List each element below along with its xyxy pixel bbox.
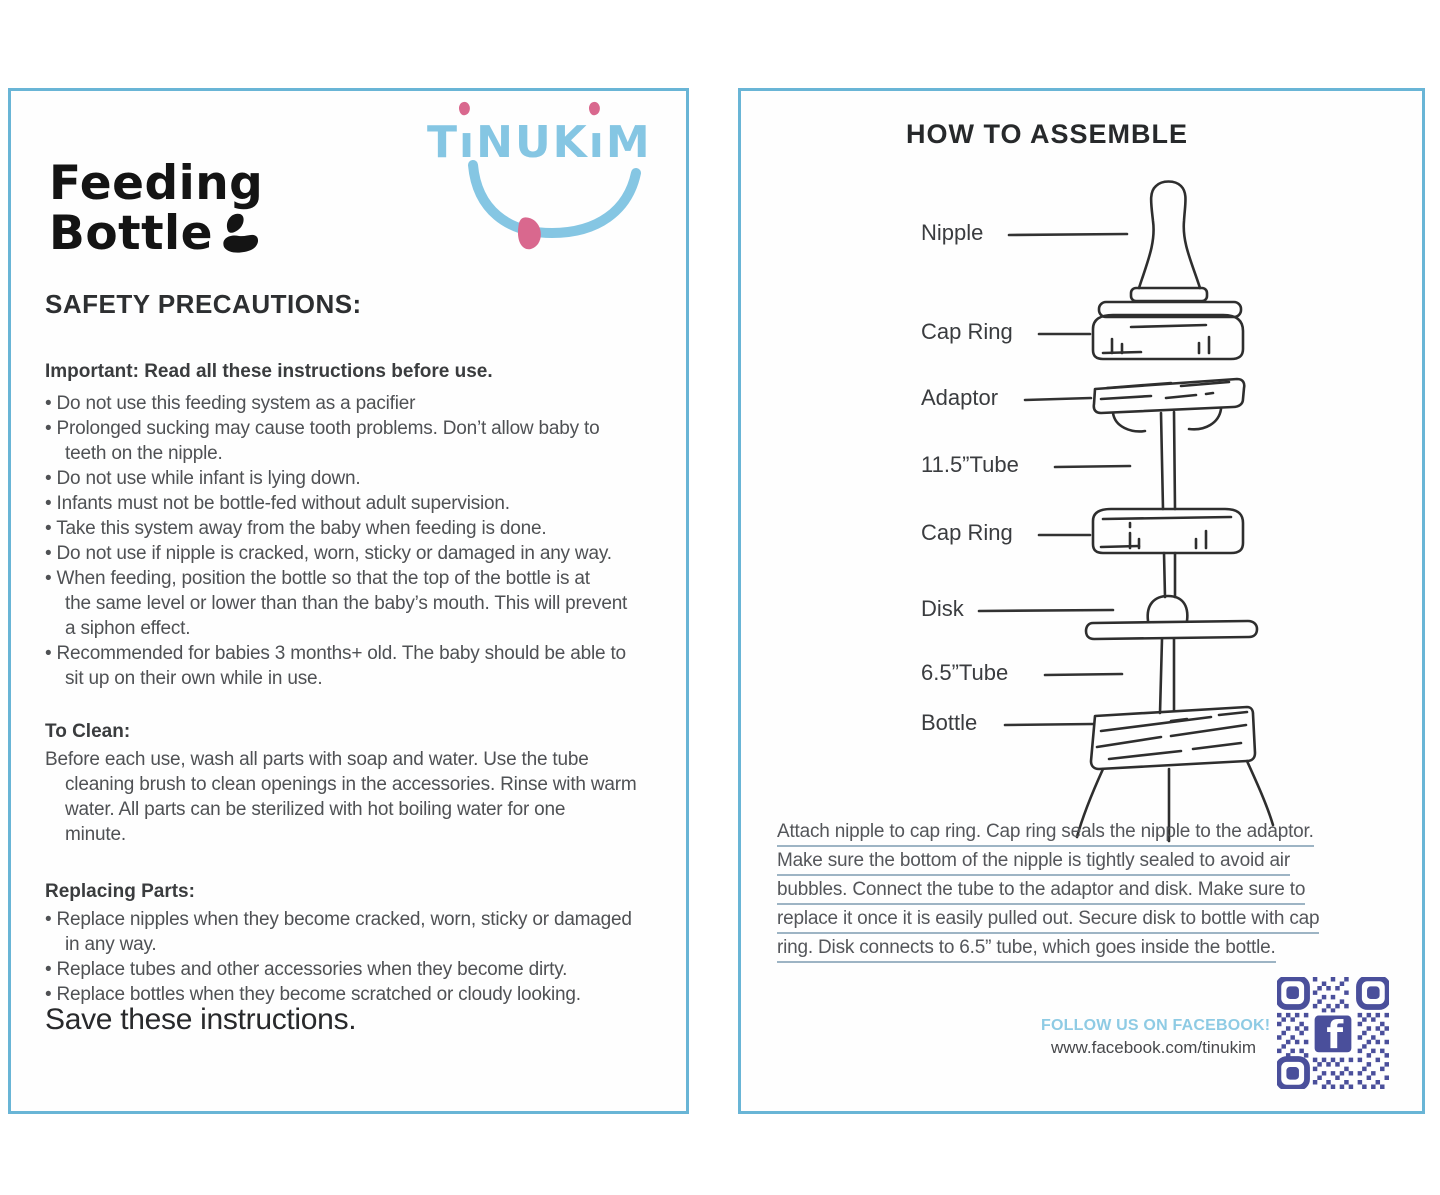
feeding-bottle-logo (49, 156, 264, 261)
text-line: Before each use, wash all parts with soap and water. Use the tube (45, 749, 589, 770)
save-instructions-line: Save these instructions. (45, 1003, 357, 1036)
text-line: Make sure the bottom of the nipple is tightly sealed to avoid air (777, 848, 1319, 877)
how-to-assemble-heading: HOW TO ASSEMBLE (905, 119, 1188, 149)
milk-drop-heart-icon (216, 209, 262, 255)
important-note: Important: Read all these instructions before use. (45, 361, 493, 382)
replacing-parts-heading: Replacing Parts: (45, 881, 195, 902)
to-clean-paragraph (45, 747, 637, 847)
text-line: replace it once it is easily pulled out. Secure disk to bottle with cap (777, 906, 1319, 935)
bullet-line-continued: the same level or lower than than the baby’s mouth. This will prevent (65, 593, 628, 614)
bullet-line-continued: a siphon effect. (65, 618, 191, 639)
bullet-line-continued: teeth on the nipple. (65, 443, 223, 464)
assembly-instructions-paragraph (777, 819, 1319, 964)
diagram-label-cap-ring: Cap Ring (921, 319, 1013, 344)
bullet-line: • Do not use if nipple is cracked, worn, sticky or damaged in any way. (45, 541, 627, 566)
logo-line-feeding: Feeding (49, 156, 264, 211)
tinukim-tongue-icon (518, 217, 541, 249)
text-line: ring. Disk connects to 6.5” tube, which goes inside the bottle. (777, 935, 1319, 964)
bullet-line: • Replace bottles when they become scratched or cloudy looking. (45, 982, 632, 1007)
logo-line-bottle: Bottle (49, 209, 263, 259)
tinukim-smile-icon (467, 161, 645, 256)
text-line: cleaning brush to clean openings in the accessories. Rinse with warm (65, 774, 637, 795)
diagram-label-disk: Disk (921, 596, 964, 621)
text-line: minute. (65, 824, 126, 845)
bullet-line: • Do not use while infant is lying down. (45, 466, 627, 491)
bullet-line: • Replace tubes and other accessories when they become dirty. (45, 957, 632, 982)
text-line: water. All parts can be sterilized with hot boiling water for one (65, 799, 566, 820)
bullet-line-continued: sit up on their own while in use. (65, 668, 323, 689)
bullet-line: • Replace nipples when they become cracked, worn, sticky or damaged (45, 907, 632, 932)
diagram-label-nipple: Nipple (921, 220, 984, 245)
bullet-line: • Infants must not be bottle-fed without adult supervision. (45, 491, 627, 516)
bullet-line: • Recommended for babies 3 months+ old. The baby should be able to (45, 641, 627, 666)
bullet-line: • When feeding, position the bottle so that the top of the bottle is at (45, 566, 627, 591)
facebook-qr-code (1277, 977, 1389, 1089)
bullet-line-continued: in any way. (65, 934, 157, 955)
diagram-label-tube-65: 6.5”Tube (921, 660, 1009, 685)
tinukim-wordmark: TıNUKıM (427, 117, 652, 168)
bullet-line: • Take this system away from the baby when feeding is done. (45, 516, 627, 541)
tinukim-letter-i: ı (459, 117, 477, 168)
tinukim-letter-i: ı (588, 117, 606, 168)
bullet-line: • Prolonged sucking may cause tooth problems. Don’t allow baby to (45, 416, 627, 441)
diagram-label-cap-ring-2: Cap Ring (921, 520, 1013, 545)
replacing-parts-list (45, 907, 632, 1007)
bullet-line: • Do not use this feeding system as a pacifier (45, 391, 627, 416)
safety-bullet-list (45, 391, 627, 691)
facebook-promo (1041, 1017, 1271, 1058)
facebook-headline: FOLLOW US ON FACEBOOK! (1041, 1017, 1271, 1034)
safety-precautions-heading: SAFETY PRECAUTIONS: (45, 289, 362, 319)
tinukim-logo (427, 117, 677, 247)
text-line: bubbles. Connect the tube to the adaptor and disk. Make sure to (777, 877, 1319, 906)
diagram-label-tube-115: 11.5”Tube (921, 452, 1019, 477)
diagram-label-adaptor: Adaptor (921, 385, 999, 410)
facebook-f-icon: f (1326, 1013, 1344, 1059)
right-page-panel (738, 88, 1425, 1114)
diagram-label-bottle: Bottle (921, 710, 978, 735)
facebook-url: www.facebook.com/tinukim (1050, 1038, 1257, 1057)
left-page-panel (8, 88, 689, 1114)
to-clean-heading: To Clean: (45, 721, 131, 742)
text-line: Attach nipple to cap ring. Cap ring seals the nipple to the adaptor. (777, 819, 1319, 848)
